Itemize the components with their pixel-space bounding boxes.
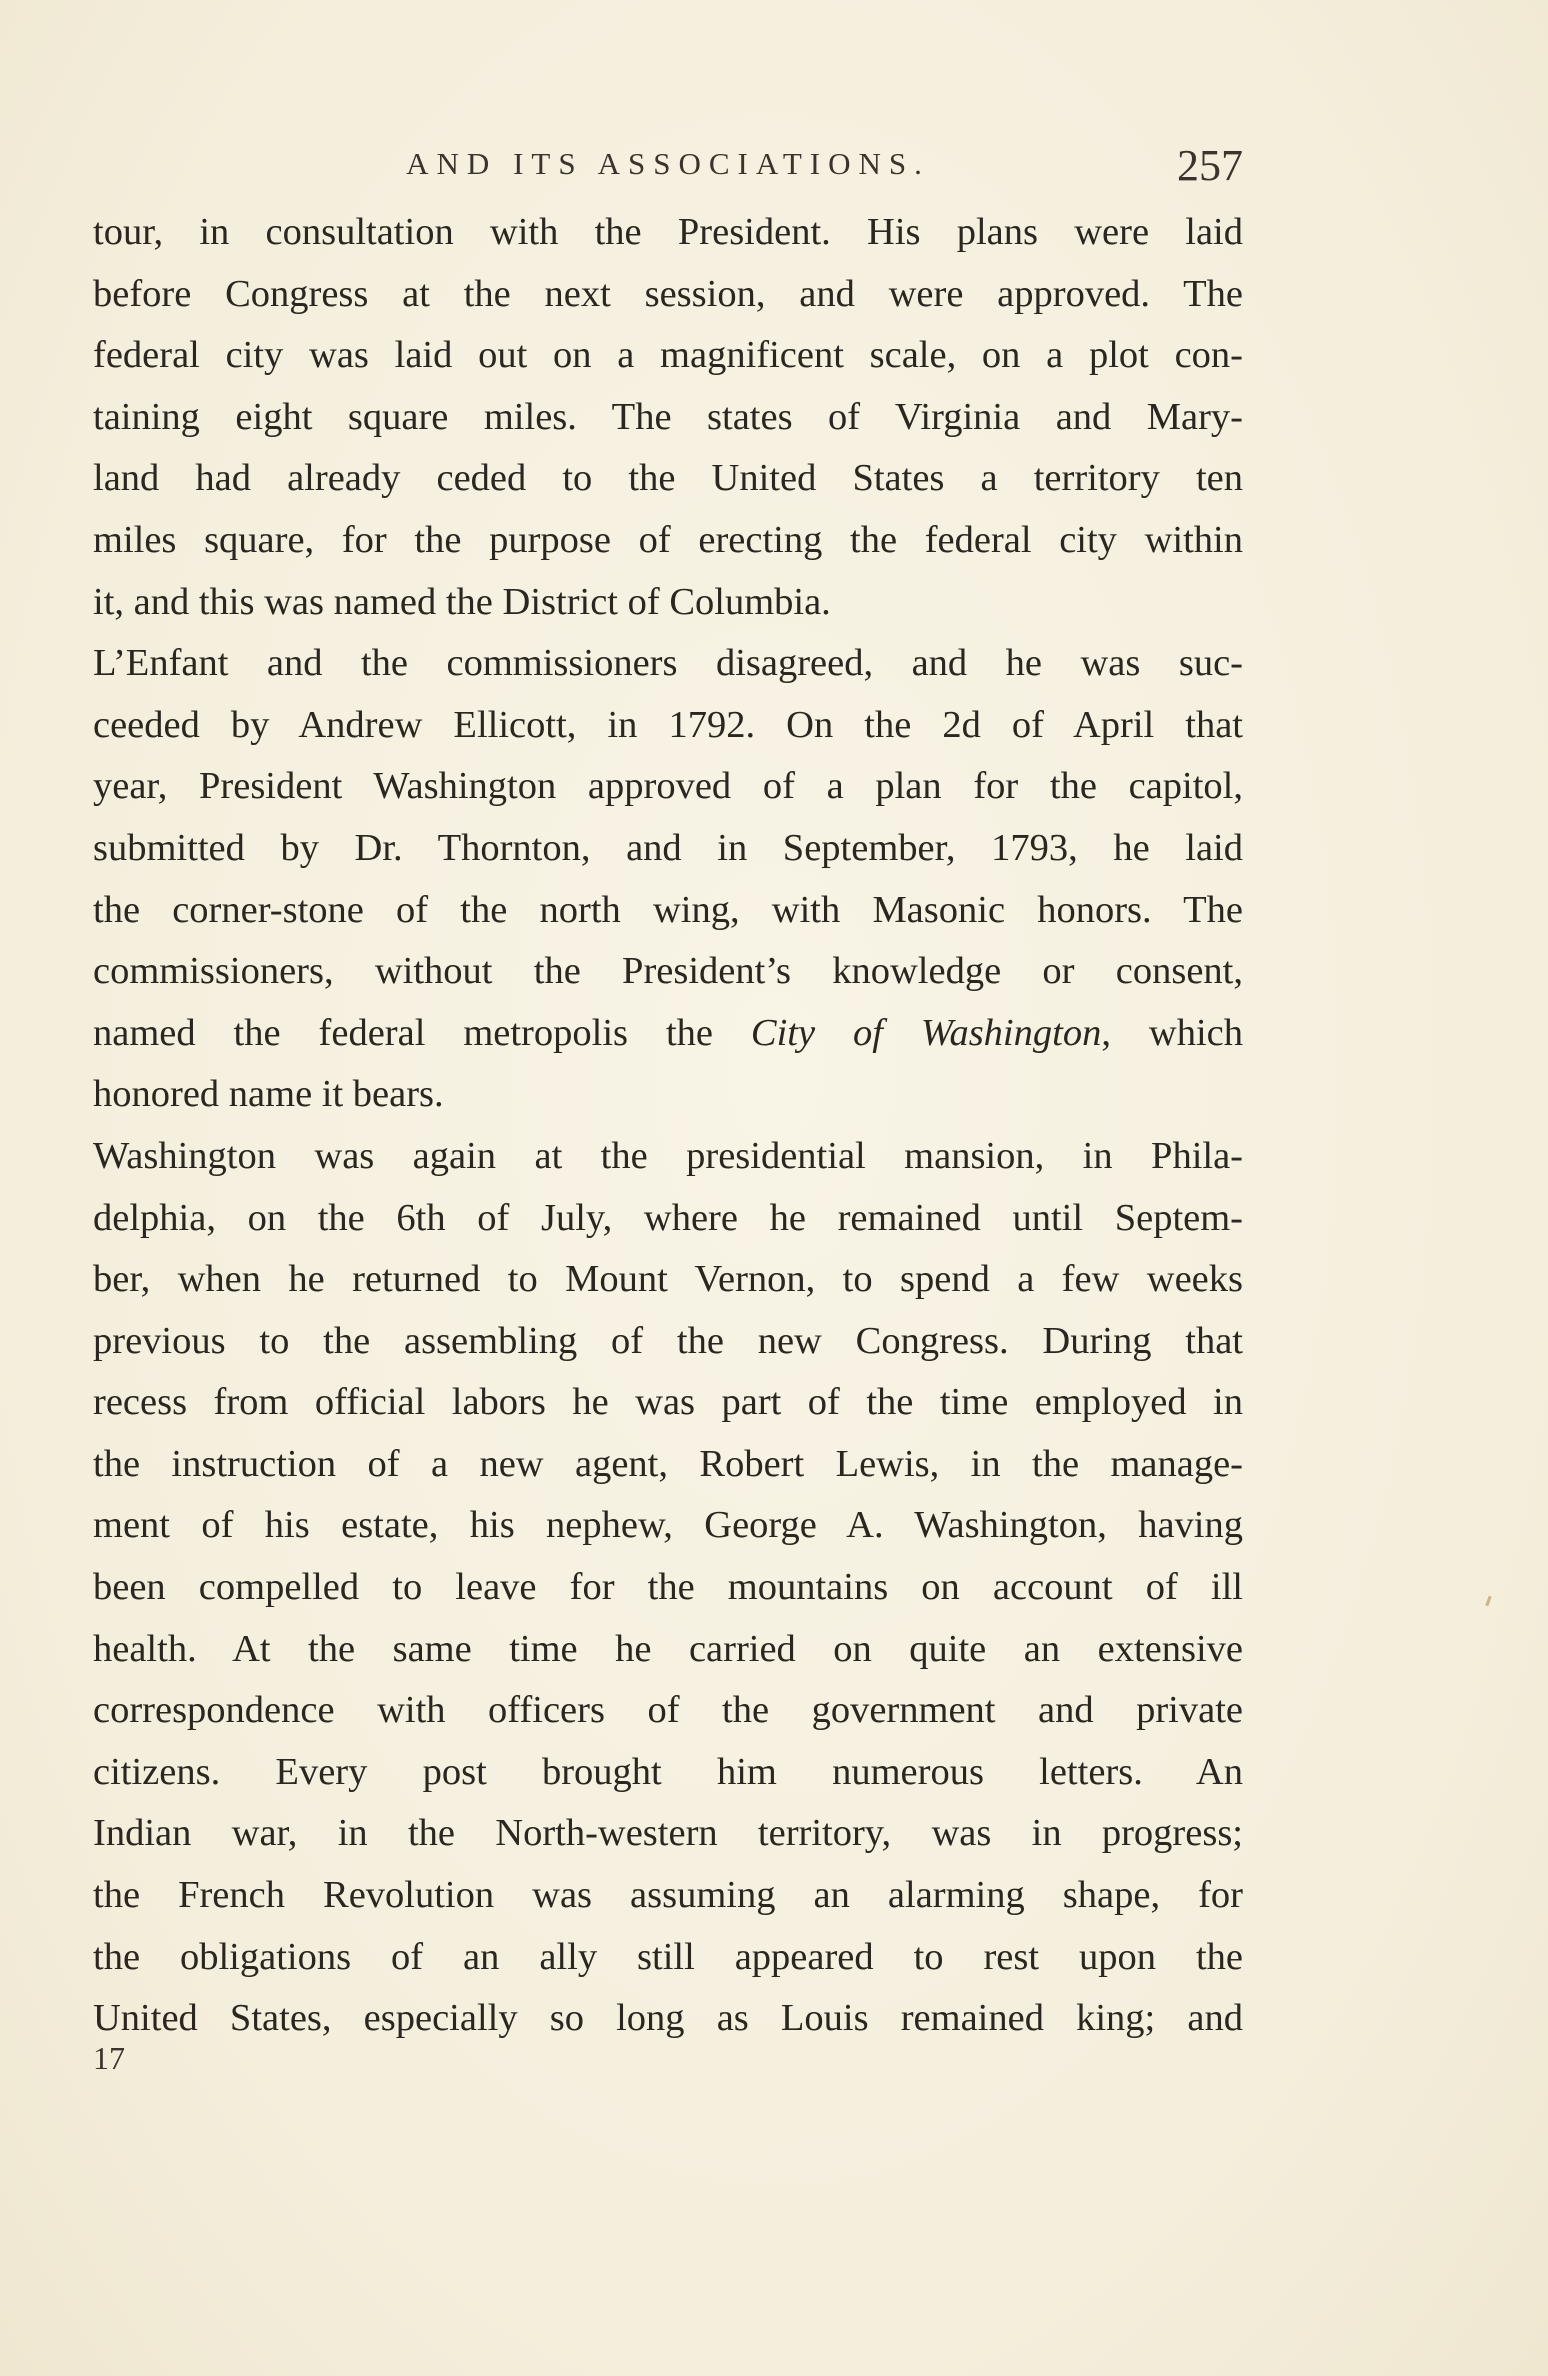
text-line: ber, when he returned to Mount Vernon, to spend a few weeks xyxy=(93,1258,1243,1301)
signature-mark: 17 xyxy=(93,2040,125,2076)
text-line: United States, especially so long as Louis remained king; and xyxy=(93,1997,1243,2040)
text-line: the French Revolution was assuming an alarming shape, for xyxy=(93,1874,1243,1917)
text-line: the instruction of a new agent, Robert Lewis, in the manage- xyxy=(93,1442,1243,1485)
text-line: the corner-stone of the north wing, with Masonic honors. The xyxy=(93,888,1243,931)
text-line: taining eight square miles. The states of Virginia and Mary- xyxy=(93,395,1243,438)
text-line: honored name it bears. xyxy=(93,1073,444,1116)
text-line: Indian war, in the North-western territory, was in progress; xyxy=(93,1812,1243,1855)
text-line: tour, in consultation with the President. His plans were laid xyxy=(93,211,1243,253)
text-line: citizens. Every post brought him numerous letters. An xyxy=(93,1750,1243,1793)
text-line: delphia, on the 6th of July, where he remained until Septem- xyxy=(93,1196,1243,1239)
text-line: year, President Washington approved of a plan for the capitol, xyxy=(93,765,1243,808)
text-line: been compelled to leave for the mountains on account of ill xyxy=(93,1566,1243,1609)
paper-speck xyxy=(1485,1596,1491,1606)
text-line: federal city was laid out on a magnificent scale, on a plot con- xyxy=(93,334,1243,377)
page-number: 257 xyxy=(1177,141,1243,190)
text-line: recess from official labors he was part of the time employed in xyxy=(93,1381,1243,1424)
text-line: health. At the same time he carried on quite an extensive xyxy=(93,1627,1243,1670)
text-line: previous to the assembling of the new Congress. During that xyxy=(93,1319,1243,1362)
text-line: it, and this was named the District of Columbia. xyxy=(93,580,831,623)
text-line: Washington was again at the presidential mansion, in Phila- xyxy=(93,1134,1243,1177)
text-line: before Congress at the next session, and were approved. The xyxy=(93,272,1243,315)
running-title: AND ITS ASSOCIATIONS. xyxy=(406,146,930,181)
body-text xyxy=(93,202,1243,2050)
text-line: miles square, for the purpose of erecting the federal city within xyxy=(93,518,1243,561)
text-line: ceeded by Andrew Ellicott, in 1792. On the 2d of April that xyxy=(93,703,1243,746)
text-line: named the federal metropolis the City of Washington, which xyxy=(93,1011,1243,1054)
text-line: the obligations of an ally still appeared to rest upon the xyxy=(93,1935,1243,1978)
text-line: L’Enfant and the commissioners disagreed, and he was suc- xyxy=(93,642,1243,685)
running-head xyxy=(93,140,1243,190)
text-line: ment of his estate, his nephew, George A. Washington, having xyxy=(93,1504,1243,1547)
text-line: submitted by Dr. Thornton, and in September, 1793, he laid xyxy=(93,826,1243,869)
italic-phrase: City of Washington xyxy=(750,1011,1102,1054)
text-line: land had already ceded to the United States a territory ten xyxy=(93,457,1243,500)
text-line: commissioners, without the President’s knowledge or consent, xyxy=(93,950,1243,993)
text-line: correspondence with officers of the government and private xyxy=(93,1689,1243,1732)
